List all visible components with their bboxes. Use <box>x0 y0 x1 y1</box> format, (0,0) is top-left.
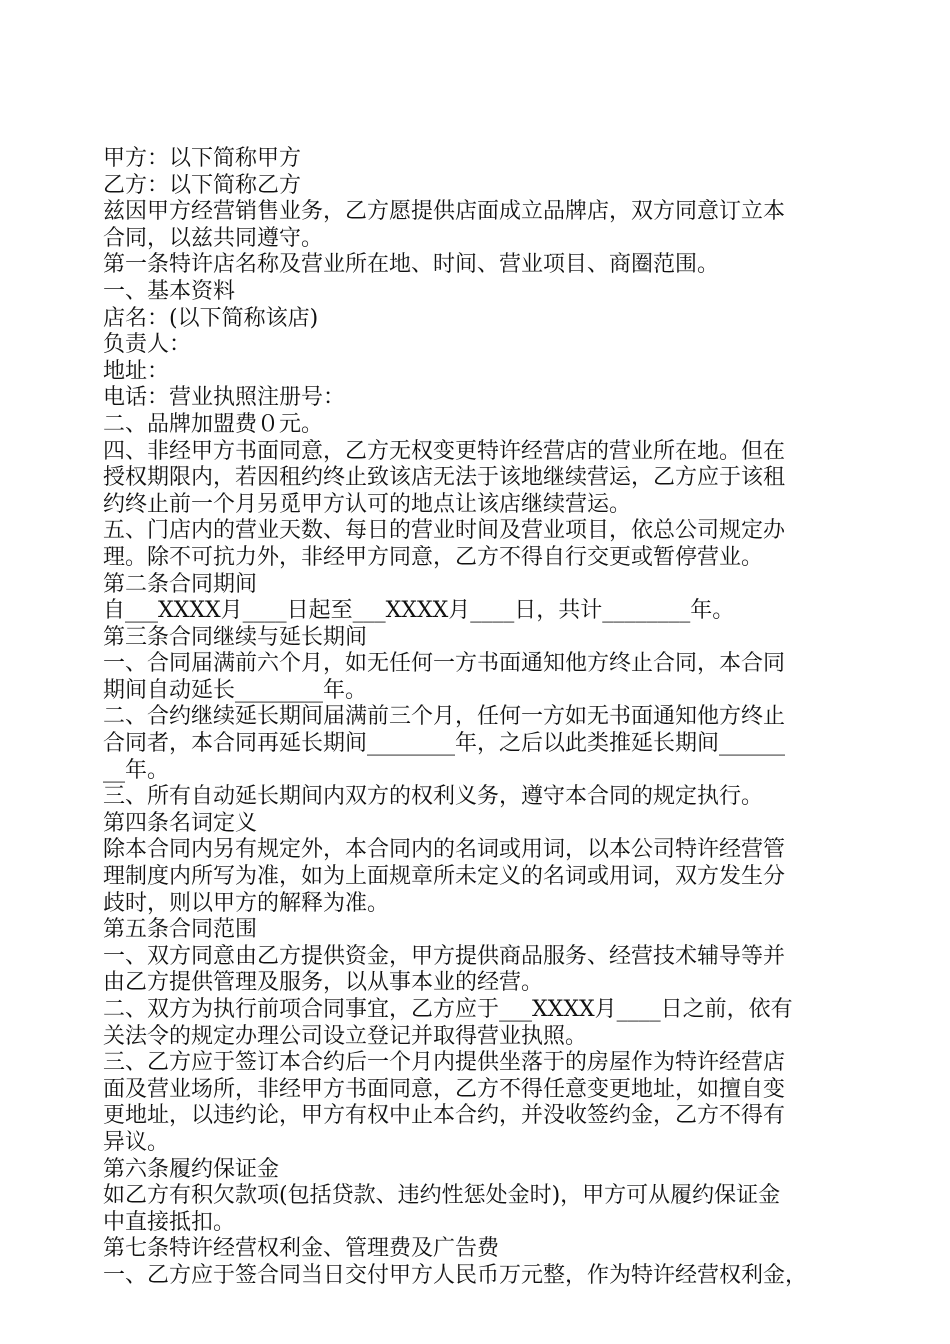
article-2-heading: 第二条合同期间 <box>103 571 258 597</box>
section-heading: 一、基本资料 <box>103 278 236 304</box>
clause-line: 由乙方提供管理及服务，以从事本业的经营。 <box>103 970 544 996</box>
clause-line: 一、合同届满前六个月，如无任何一方书面通知他方终止合同，本合同 <box>103 651 786 677</box>
article-4-heading: 第四条名词定义 <box>103 810 258 836</box>
clause-line: 授权期限内，若因租约终止致该店无法于该地继续营运，乙方应于该租 <box>103 465 786 491</box>
article-6-heading: 第六条履约保证金 <box>103 1156 280 1182</box>
article-5-heading: 第五条合同范围 <box>103 917 258 943</box>
franchise-fee-line: 二、品牌加盟费０元。 <box>103 411 324 437</box>
contract-document <box>103 146 863 1290</box>
contract-period-line: 自___XXXX月____日起至___XXXX月____日，共计________年。 <box>103 598 735 624</box>
manager-field: 负责人： <box>103 332 192 358</box>
party-a-line: 甲方：以下简称甲方 <box>103 146 302 171</box>
clause-line: 如乙方有积欠款项(包括贷款、违约性惩处金时)，甲方可从履约保证金 <box>103 1183 781 1209</box>
clause-line: 异议。 <box>103 1129 170 1155</box>
phone-license-field: 电话：营业执照注册号： <box>103 385 346 411</box>
clause-line: 理制度内所写为准，如为上面规章所未定义的名词或用词，双方发生分 <box>103 864 786 890</box>
preamble-line: 兹因甲方经营销售业务，乙方愿提供店面成立品牌店，双方同意订立本 <box>103 199 786 225</box>
clause-line: 更地址，以违约论，甲方有权中止本合约，并没收签约金，乙方不得有 <box>103 1103 786 1129</box>
clause-line: __年。 <box>103 757 170 783</box>
preamble-line: 合同，以兹共同遵守。 <box>103 225 324 251</box>
clause-line: 五、门店内的营业天数、每日的营业时间及营业项目，依总公司规定办 <box>103 518 786 544</box>
store-name-field: 店名：(以下简称该店) <box>103 305 319 331</box>
clause-line: 关法令的规定办理公司设立登记并取得营业执照。 <box>103 1023 588 1049</box>
clause-line: 理。除不可抗力外，非经甲方同意，乙方不得自行交更或暂停营业。 <box>103 544 764 570</box>
clause-line: 除本合同内另有规定外，本合同内的名词或用词，以本公司特许经营管 <box>103 837 786 863</box>
clause-line: 一、乙方应于签合同当日交付甲方人民币万元整，作为特许经营权利金， <box>103 1262 808 1288</box>
clause-line: 合同者，本合同再延长期间________年，之后以此类推延长期间______ <box>103 731 786 757</box>
party-b-line: 乙方：以下简称乙方 <box>103 172 302 198</box>
clause-line: 三、所有自动延长期间内双方的权利义务，遵守本合同的规定执行。 <box>103 784 764 810</box>
clause-line: 期间自动延长________年。 <box>103 677 368 703</box>
clause-line: 二、双方为执行前项合同事宜，乙方应于___XXXX月____日之前，依有 <box>103 997 793 1022</box>
clause-line: 二、合约继续延长期间届满前三个月，任何一方如无书面通知他方终止 <box>103 704 786 730</box>
clause-line: 四、非经甲方书面同意，乙方无权变更特许经营店的营业所在地。但在 <box>103 438 786 464</box>
article-7-heading: 第七条特许经营权利金、管理费及广告费 <box>103 1236 500 1262</box>
clause-line: 三、乙方应于签订本合约后一个月内提供坐落于的房屋作为特许经营店 <box>103 1050 786 1076</box>
article-3-heading: 第三条合同继续与延长期间 <box>103 624 368 650</box>
clause-line: 歧时，则以甲方的解释为准。 <box>103 890 390 916</box>
clause-line: 中直接抵扣。 <box>103 1209 236 1235</box>
clause-line: 约终止前一个月另觅甲方认可的地点让该店继续营运。 <box>103 491 632 517</box>
article-1-heading: 第一条特许店名称及营业所在地、时间、营业项目、商圈范围。 <box>103 252 720 278</box>
clause-line: 一、双方同意由乙方提供资金，甲方提供商品服务、经营技术辅导等并 <box>103 943 786 969</box>
clause-line: 面及营业场所，非经甲方书面同意，乙方不得任意变更地址，如擅自变 <box>103 1076 786 1102</box>
address-field: 地址： <box>103 358 170 384</box>
